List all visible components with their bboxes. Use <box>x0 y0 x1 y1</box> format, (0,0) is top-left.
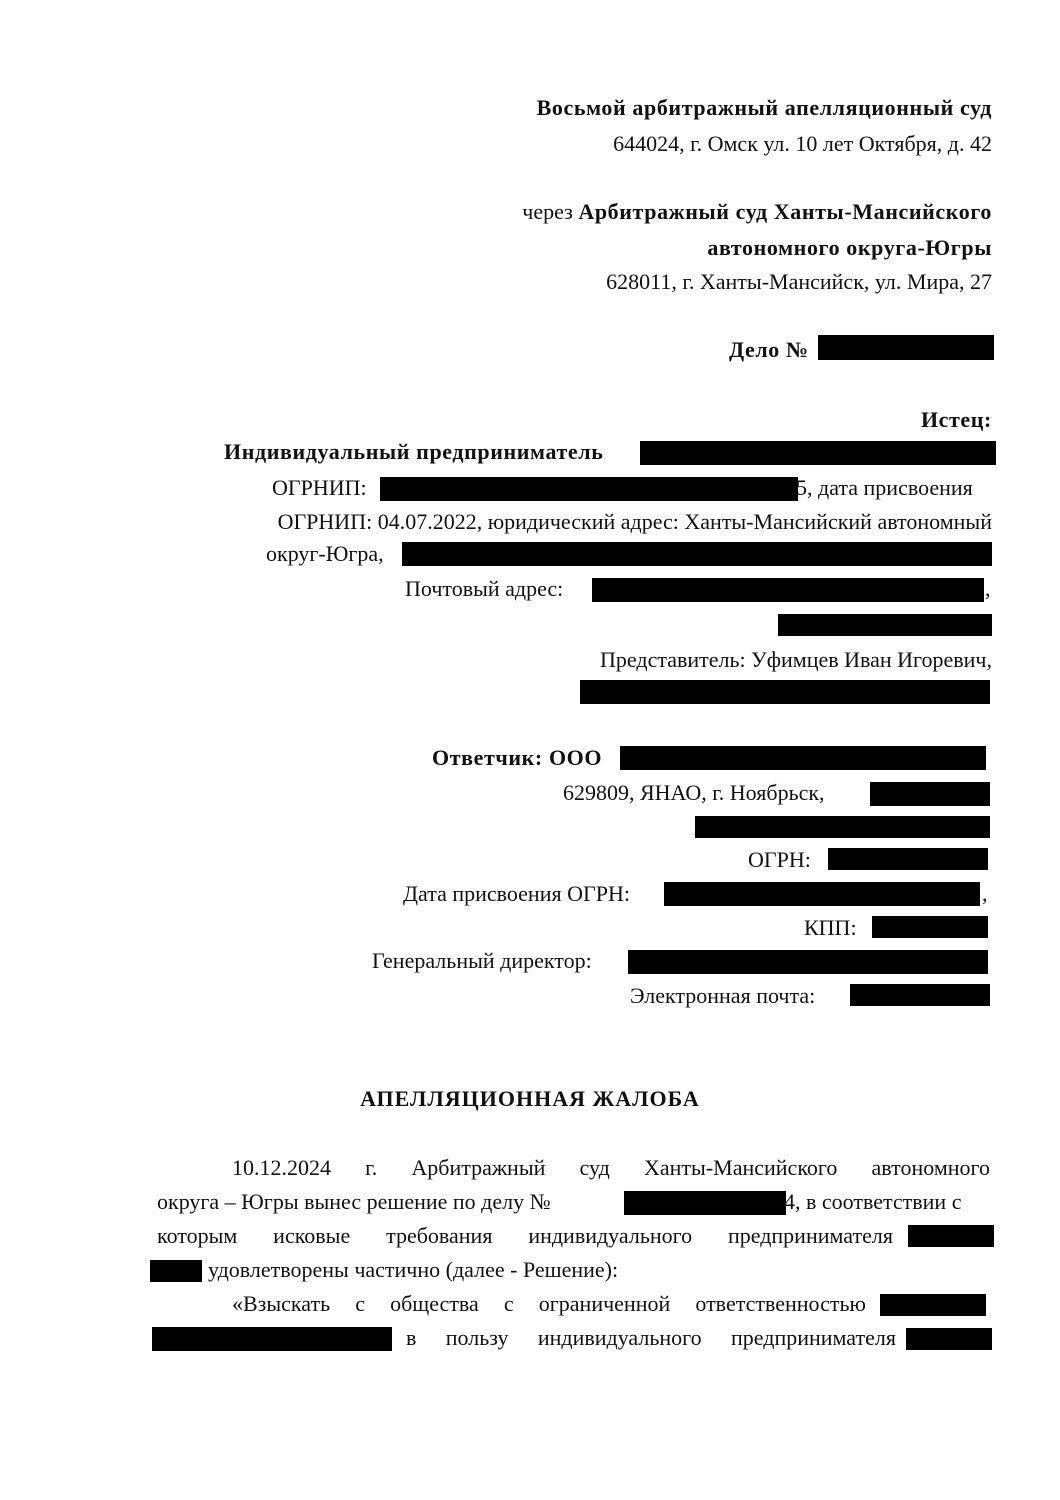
redacted-ogrn-date <box>664 882 980 906</box>
defendant-email-label: Электронная почта: <box>630 983 816 1008</box>
via-court-address: 628011, г. Ханты-Мансийск, ул. Мира, 27 <box>606 269 992 294</box>
ogrn-date-comma: , <box>982 881 988 906</box>
paragraph1-line1 <box>232 1154 990 1182</box>
p2-word: с <box>355 1291 365 1316</box>
redacted-plaintiff-name-body <box>908 1225 994 1247</box>
p1-word: индивидуального <box>528 1223 693 1248</box>
court-name: Восьмой арбитражный апелляционный суд <box>536 95 992 120</box>
p1-word: автономного <box>871 1155 990 1180</box>
p1-word: исковые <box>273 1223 351 1248</box>
plaintiff-ogrnip-label: ОГРНИП: <box>272 475 367 500</box>
via-court-line1 <box>522 198 992 226</box>
redacted-defendant-name-body <box>880 1294 986 1316</box>
court-address: 644024, г. Омск ул. 10 лет Октября, д. 42 <box>613 131 992 156</box>
p2-word: индивидуального <box>537 1325 702 1350</box>
p2-word: предпринимателя <box>731 1325 896 1350</box>
via-court-line2: автономного округа-Югры <box>707 235 992 260</box>
paragraph1-line2-prefix: округа – Югры вынес решение по делу № <box>157 1189 551 1214</box>
case-number-label: Дело № <box>729 337 809 362</box>
defendant-director-label: Генеральный директор: <box>372 948 592 973</box>
p1-word: Ханты-Мансийского <box>644 1155 838 1180</box>
redacted-director-name <box>628 950 988 974</box>
redacted-plaintiff-name-body-3 <box>906 1328 992 1350</box>
defendant-ogrn-label: ОГРН: <box>748 847 811 872</box>
p2-word: ограниченной <box>538 1291 671 1316</box>
redacted-email <box>850 984 990 1006</box>
p1-word: 10.12.2024 <box>232 1155 331 1180</box>
defendant-kpp-label: КПП: <box>804 915 857 940</box>
redacted-case-number-body <box>624 1191 786 1215</box>
p2-word: пользу <box>445 1325 509 1350</box>
paragraph1-line4: удовлетворены частично (далее - Решение): <box>208 1257 619 1282</box>
plaintiff-address-prefix: округ-Югра, <box>266 541 384 566</box>
redacted-defendant-address-2 <box>695 816 990 838</box>
p1-word: Арбитражный <box>411 1155 546 1180</box>
p1-word: предпринимателя <box>727 1223 893 1248</box>
defendant-ogrn-date-label: Дата присвоения ОГРН: <box>403 881 630 906</box>
p1-word: суд <box>579 1155 610 1180</box>
plaintiff-type: Индивидуальный предприниматель <box>224 439 604 464</box>
plaintiff-address-line: ОГРНИП: 04.07.2022, юридический адрес: Ханты-Мансийский автономный <box>277 509 992 534</box>
redacted-case-number <box>818 335 994 360</box>
redacted-ogrnip <box>380 477 798 501</box>
paragraph1-line2-suffix: 4, в соответствии с <box>784 1189 962 1214</box>
defendant-heading: Ответчик: ООО <box>432 745 603 770</box>
postal-comma: , <box>985 576 991 601</box>
p1-word: требования <box>386 1223 493 1248</box>
p2-word: в <box>406 1325 417 1350</box>
plaintiff-ogrnip-suffix: 5, дата присвоения <box>796 475 973 500</box>
paragraph1-line3 <box>157 1222 893 1250</box>
redacted-postal-address-2 <box>778 614 992 636</box>
document-title: АПЕЛЛЯЦИОННАЯ ЖАЛОБА <box>360 1086 700 1111</box>
defendant-address-prefix: 629809, ЯНАО, г. Ноябрьск, <box>563 780 825 805</box>
via-court-name: Арбитражный суд Ханты-Мансийского <box>578 199 992 224</box>
p2-word: с <box>503 1291 514 1316</box>
redacted-defendant-name <box>620 746 986 770</box>
p2-word: ответственностью <box>695 1291 866 1316</box>
p2-word: «Взыскать <box>232 1291 331 1316</box>
redacted-plaintiff-name-body-2 <box>150 1260 202 1282</box>
p1-word: г. <box>365 1155 378 1180</box>
redacted-plaintiff-address <box>402 542 992 566</box>
redacted-representative-contacts <box>580 680 990 704</box>
p2-word: общества <box>390 1291 479 1316</box>
redacted-ogrn <box>828 848 988 870</box>
redacted-defendant-address <box>870 782 990 806</box>
redacted-plaintiff-name <box>640 441 996 465</box>
via-prefix: через <box>522 199 573 224</box>
plaintiff-heading: Истец: <box>920 407 992 432</box>
redacted-postal-address <box>592 578 984 602</box>
plaintiff-postal-label: Почтовый адрес: <box>405 576 564 601</box>
paragraph2-line1 <box>232 1290 866 1318</box>
paragraph2-line2 <box>406 1324 896 1352</box>
p1-word: которым <box>157 1223 238 1248</box>
redacted-defendant-name-body-2 <box>152 1327 392 1351</box>
redacted-kpp <box>872 916 988 938</box>
plaintiff-representative: Представитель: Уфимцев Иван Игоревич, <box>600 647 992 672</box>
